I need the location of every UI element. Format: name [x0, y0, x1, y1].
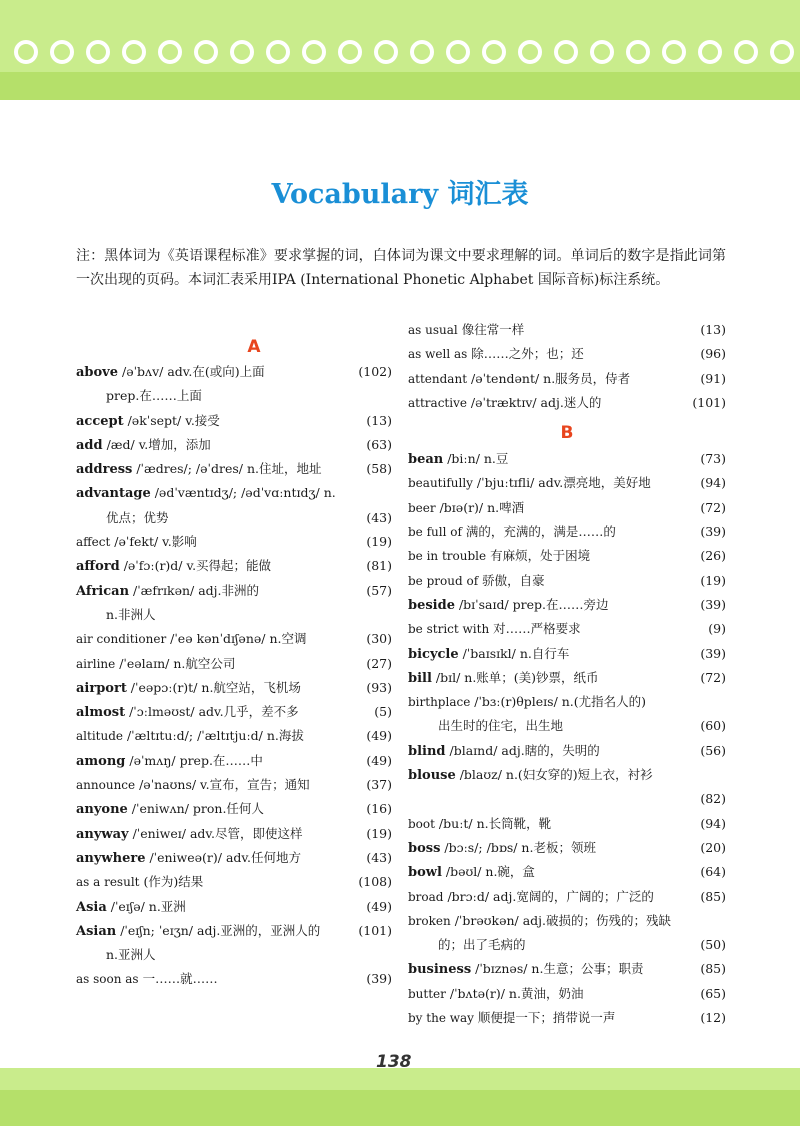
- entry-word: bean: [408, 452, 444, 468]
- entry-definition: /buːt/ n.长筒靴，靴: [434, 815, 552, 831]
- entry-word: above: [76, 365, 119, 380]
- vocab-entry: [408, 318, 726, 342]
- ring-icon: [50, 40, 74, 64]
- entry-page-ref: (93): [366, 679, 392, 695]
- entry-definition: /ˈeə kənˈdɪʃənə/ n.空调: [166, 631, 307, 647]
- ring-icon: [266, 40, 290, 64]
- ring-icon: [230, 40, 254, 64]
- entry-definition: /əˈfekt/ v.影响: [110, 534, 197, 550]
- entry-definition: /æd/ v.增加，添加: [102, 436, 211, 452]
- vocab-entry: [408, 885, 726, 909]
- entry-definition: /əˈtræktɪv/ adj.迷人的: [466, 394, 602, 410]
- entry-page-ref: (43): [366, 509, 392, 525]
- entry-word: beer: [408, 500, 436, 515]
- ring-icon: [482, 40, 506, 64]
- entry-page-ref: (85): [700, 961, 726, 977]
- ring-icon: [446, 40, 470, 64]
- entry-definition: /ˈeniweɪ/ adv.尽管，即使这样: [128, 825, 303, 841]
- vocab-entry: [408, 836, 726, 860]
- entry-page-ref: (72): [700, 669, 726, 685]
- entry-word: bowl: [408, 865, 442, 881]
- vocab-entry: [408, 909, 726, 933]
- entry-word: African: [76, 583, 130, 599]
- vocab-entry: [76, 530, 392, 554]
- footer-band: [0, 1068, 800, 1126]
- vocab-entry: [408, 666, 726, 690]
- entry-page-ref: (30): [366, 631, 392, 647]
- entry-definition: /ˈbʌtə(r)/ n.黄油，奶油: [445, 985, 584, 1001]
- entry-page-ref: (101): [358, 922, 392, 938]
- entry-page-ref: (49): [366, 898, 392, 914]
- vocab-entry: [76, 652, 392, 676]
- right-top-entry-list: [408, 318, 726, 415]
- vocab-entry: [76, 603, 392, 627]
- entry-page-ref: (39): [700, 524, 726, 540]
- entry-definition: /ˈædres/; /əˈdres/ n.住址，地址: [132, 461, 322, 477]
- entry-word: as soon as: [76, 972, 139, 987]
- entry-definition: 有麻烦，处于困境: [486, 548, 591, 564]
- entry-definition: /ˈeniweə(r)/ adv.任何地方: [145, 849, 301, 865]
- entry-definition: 顺便提一下；捎带说一声: [473, 1010, 616, 1026]
- entry-page-ref: (9): [708, 621, 726, 637]
- vocab-entry: [76, 919, 392, 943]
- entry-word: beside: [408, 597, 455, 613]
- right-column: [408, 318, 726, 1030]
- header-band: [0, 0, 800, 100]
- entry-page-ref: (19): [700, 572, 726, 588]
- entry-page-ref: (102): [358, 364, 392, 379]
- entry-word: altitude: [76, 729, 123, 744]
- entry-definition: /bəʊl/ n.碗，盒: [441, 864, 535, 880]
- entry-word: butter: [408, 986, 446, 1001]
- entry-definition: /əˈmʌŋ/ prep.在……中: [125, 752, 263, 768]
- vocab-entry: [408, 520, 726, 544]
- vocab-entry: [76, 433, 392, 457]
- entry-definition: /əˈfɔː(r)d/ v.买得起；能做: [119, 558, 272, 574]
- vocab-entry: [408, 933, 726, 957]
- entry-word: bicycle: [408, 646, 459, 662]
- entry-definition: 骄傲，自豪: [478, 572, 545, 588]
- entry-page-ref: (101): [692, 394, 726, 410]
- entry-word: anywhere: [76, 850, 146, 866]
- entry-definition: /ˈeniwʌn/ pron.任何人: [127, 801, 264, 817]
- entry-page-ref: (49): [366, 728, 392, 744]
- vocab-entry: [408, 787, 726, 811]
- entry-word: add: [76, 437, 103, 453]
- entry-continuation: 出生时的住宅，出生地: [438, 718, 564, 734]
- entry-definition: /bɔːs/; /bɒs/ n.老板；领班: [440, 839, 596, 855]
- entry-word: as a result: [76, 875, 140, 890]
- vocab-entry: [408, 367, 726, 391]
- entry-word: blouse: [408, 768, 456, 784]
- entry-definition: /ˈɔːlməʊst/ adv.几乎，差不多: [125, 704, 299, 720]
- entry-continuation: n.非洲人: [106, 606, 156, 622]
- entry-word: as well as: [408, 347, 468, 362]
- entry-word: advantage: [76, 486, 151, 502]
- entry-word: accept: [76, 413, 124, 429]
- entry-page-ref: (39): [700, 645, 726, 661]
- entry-word: bill: [408, 670, 432, 686]
- entry-page-ref: (39): [366, 971, 392, 987]
- ring-icon: [590, 40, 614, 64]
- entry-definition: /bɪə(r)/ n.啤酒: [435, 499, 525, 515]
- left-entry-list: [76, 360, 392, 992]
- entry-page-ref: (19): [366, 534, 392, 550]
- ring-icon: [554, 40, 578, 64]
- ring-icon: [698, 40, 722, 64]
- entry-definition: /brɔːd/ adj.宽阔的，广阔的；广泛的: [443, 888, 654, 904]
- entry-word: boss: [408, 840, 441, 856]
- entry-page-ref: (82): [700, 791, 726, 807]
- ring-icon: [410, 40, 434, 64]
- vocab-entry: [408, 593, 726, 617]
- entry-continuation: prep.在……上面: [106, 388, 202, 404]
- entry-word: be strict with: [408, 622, 490, 637]
- vocab-entry: [76, 724, 392, 748]
- vocab-entry: [76, 943, 392, 967]
- vocab-entry: [76, 360, 392, 384]
- entry-page-ref: (65): [700, 985, 726, 1001]
- entry-page-ref: (57): [366, 582, 392, 598]
- entry-definition: /ˈæltɪtuːd/; /ˈæltɪtjuːd/ n.海拔: [123, 728, 304, 744]
- entry-definition: /bɪl/ n.账单；(美)钞票，纸币: [431, 669, 599, 685]
- vocab-entry: [408, 739, 726, 763]
- vocab-entry: [408, 714, 726, 738]
- entry-word: attendant: [408, 371, 468, 386]
- entry-page-ref: (13): [366, 412, 392, 428]
- entry-definition: /ˈeəpɔː(r)t/ n.航空站，飞机场: [126, 679, 301, 695]
- entry-continuation: 的；出了毛病的: [438, 937, 526, 953]
- vocab-entry: [408, 860, 726, 884]
- left-column: [76, 334, 392, 992]
- entry-definition: /ˈeəlaɪn/ n.航空公司: [115, 655, 236, 671]
- vocab-entry: [408, 690, 726, 714]
- entry-definition: 除……之外；也；还: [467, 346, 584, 362]
- entry-page-ref: (81): [366, 558, 392, 574]
- entry-word: anyone: [76, 802, 128, 818]
- vocab-entry: [408, 982, 726, 1006]
- vocab-entry: [408, 447, 726, 471]
- vocab-entry: [408, 957, 726, 981]
- entry-definition: /ˈeɪʃn; ˈeɪʒn/ adj.亚洲的，亚洲人的: [116, 922, 321, 938]
- entry-page-ref: (56): [700, 742, 726, 758]
- vocab-entry: [408, 763, 726, 787]
- entry-definition: /ˈbjuːtɪfli/ adv.漂亮地，美好地: [472, 475, 651, 491]
- vocab-entry: [408, 569, 726, 593]
- vocab-entry: [76, 409, 392, 433]
- ring-icon: [626, 40, 650, 64]
- entry-page-ref: (96): [700, 346, 726, 362]
- entry-definition: 像往常一样: [457, 322, 525, 337]
- vocab-entry: [76, 554, 392, 578]
- right-b-entry-list: [408, 447, 726, 1030]
- vocab-entry: [408, 1006, 726, 1030]
- entry-page-ref: (43): [366, 849, 392, 865]
- entry-page-ref: (58): [366, 461, 392, 477]
- entry-page-ref: (26): [700, 548, 726, 564]
- entry-page-ref: (20): [700, 839, 726, 855]
- entry-word: be full of: [408, 525, 462, 540]
- vocab-entry: [408, 391, 726, 415]
- vocab-entry: [76, 773, 392, 797]
- entry-page-ref: (60): [700, 718, 726, 734]
- entry-definition: /ˈbɜː(r)θpleɪs/ n.(尤指名人的): [470, 694, 647, 710]
- ring-row: [14, 40, 794, 70]
- entry-page-ref: (94): [700, 815, 726, 831]
- entry-page-ref: (91): [700, 370, 726, 386]
- entry-page-ref: (63): [366, 436, 392, 452]
- ring-icon: [338, 40, 362, 64]
- entry-page-ref: (19): [366, 825, 392, 841]
- ring-icon: [302, 40, 326, 64]
- entry-page-ref: (12): [700, 1010, 726, 1026]
- entry-word: blind: [408, 743, 446, 759]
- vocab-entry: [76, 627, 392, 651]
- vocab-entry: [76, 384, 392, 408]
- section-letter-b: B: [560, 423, 574, 444]
- section-letter-a: A: [247, 337, 261, 357]
- vocab-entry: [76, 457, 392, 481]
- entry-word: Asia: [76, 899, 107, 915]
- entry-definition: /ˈbaɪsɪkl/ n.自行车: [458, 645, 570, 661]
- ring-icon: [662, 40, 686, 64]
- vocab-entry: [76, 797, 392, 821]
- entry-word: affect: [76, 535, 111, 550]
- entry-continuation: 优点；优势: [106, 509, 169, 525]
- ring-icon: [158, 40, 182, 64]
- entry-page-ref: (49): [366, 752, 392, 768]
- entry-definition: /ˈeɪʃə/ n.亚洲: [106, 898, 186, 914]
- entry-word: by the way: [408, 1011, 474, 1026]
- entry-word: be in trouble: [408, 549, 487, 564]
- vocab-entry: [76, 895, 392, 919]
- entry-definition: /əkˈsept/ v.接受: [123, 412, 220, 428]
- vocab-entry: [408, 496, 726, 520]
- vocab-entry: [408, 617, 726, 641]
- entry-definition: /bɪˈsaɪd/ prep.在……旁边: [454, 596, 609, 612]
- entry-word: broken: [408, 913, 451, 928]
- entry-word: beautifully: [408, 476, 473, 491]
- vocab-entry: [408, 544, 726, 568]
- entry-word: be proud of: [408, 573, 479, 588]
- entry-word: among: [76, 753, 126, 769]
- entry-definition: /əˈnaʊns/ v.宣布，宣告；通知: [135, 777, 310, 793]
- entry-page-ref: (5): [374, 704, 392, 720]
- vocab-entry: [76, 481, 392, 505]
- vocab-entry: [76, 676, 392, 700]
- vocab-entry: [408, 471, 726, 495]
- vocab-entry: [76, 506, 392, 530]
- vocab-entry: [408, 642, 726, 666]
- entry-page-ref: (50): [700, 937, 726, 953]
- ring-icon: [374, 40, 398, 64]
- entry-definition: 满的，充满的，满是……的: [461, 524, 616, 540]
- vocab-entry: [76, 967, 392, 991]
- entry-definition: /ˈbrəʊkən/ adj.破损的；伤残的；残缺: [450, 912, 672, 928]
- vocab-entry: [76, 700, 392, 724]
- ring-icon: [86, 40, 110, 64]
- vocab-entry: [76, 822, 392, 846]
- entry-word: birthplace: [408, 695, 471, 710]
- vocab-entry: [76, 579, 392, 603]
- entry-page-ref: (64): [700, 864, 726, 880]
- ring-icon: [518, 40, 542, 64]
- vocab-entry: [76, 846, 392, 870]
- entry-word: boot: [408, 816, 435, 831]
- entry-continuation: n.亚洲人: [106, 947, 156, 963]
- entry-page-ref: (73): [700, 451, 726, 467]
- page-title: Vocabulary 词汇表: [271, 179, 529, 210]
- entry-page-ref: (16): [366, 801, 392, 817]
- entry-word: business: [408, 962, 472, 978]
- entry-page-ref: (72): [700, 499, 726, 515]
- entry-definition: 对……严格要求: [489, 621, 581, 637]
- entry-word: attractive: [408, 395, 467, 410]
- entry-word: almost: [76, 705, 126, 721]
- footer-stripe: [0, 1090, 800, 1126]
- entry-page-ref: (108): [358, 874, 392, 890]
- entry-definition: /əˈtendənt/ n.服务员，侍者: [467, 370, 631, 386]
- entry-page-ref: (13): [700, 322, 726, 337]
- header-stripe: [0, 72, 800, 100]
- vocab-entry: [76, 749, 392, 773]
- entry-word: air conditioner: [76, 632, 167, 647]
- entry-definition: /biːn/ n.豆: [443, 451, 509, 467]
- entry-definition: /blaɪnd/ adj.瞎的，失明的: [445, 742, 600, 758]
- ring-icon: [14, 40, 38, 64]
- entry-word: announce: [76, 778, 136, 793]
- entry-definition: /ˈbɪznəs/ n.生意；公事；职责: [471, 961, 644, 977]
- ring-icon: [734, 40, 758, 64]
- ring-icon: [770, 40, 794, 64]
- entry-word: as usual: [408, 323, 458, 337]
- entry-definition: /blaʊz/ n.(妇女穿的)短上衣，衬衫: [455, 767, 653, 783]
- vocab-entry: [408, 342, 726, 366]
- entry-definition: /ədˈvæntɪdʒ/; /ədˈvɑːntɪdʒ/ n.: [150, 485, 336, 501]
- entry-word: Asian: [76, 923, 117, 939]
- entry-word: airport: [76, 680, 127, 696]
- entry-definition: /ˈæfrɪkən/ adj.非洲的: [129, 582, 260, 598]
- entry-page-ref: (85): [700, 888, 726, 904]
- entry-page-ref: (27): [366, 655, 392, 671]
- entry-page-ref: (37): [366, 777, 392, 793]
- ring-icon: [194, 40, 218, 64]
- entry-page-ref: (39): [700, 596, 726, 612]
- entry-definition: (作为)结果: [139, 874, 204, 890]
- vocab-entry: [408, 812, 726, 836]
- entry-definition: /əˈbʌv/ adv.在(或向)上面: [118, 364, 265, 379]
- vocab-entry: [76, 870, 392, 894]
- intro-note: 注：黑体词为《英语课程标准》要求掌握的词，白体词为课文中要求理解的词。单词后的数字是指此词第一次出现的页码。本词汇表采用IPA (International Phonetic Alphabet 国际音标)标注系统。: [76, 248, 726, 288]
- page-number: 138: [376, 1052, 412, 1072]
- entry-word: airline: [76, 656, 116, 671]
- entry-page-ref: (94): [700, 475, 726, 491]
- entry-word: afford: [76, 559, 120, 575]
- entry-word: address: [76, 462, 133, 478]
- entry-word: anyway: [76, 826, 129, 842]
- ring-icon: [122, 40, 146, 64]
- entry-definition: 一……就……: [138, 971, 218, 987]
- entry-word: broad: [408, 889, 444, 904]
